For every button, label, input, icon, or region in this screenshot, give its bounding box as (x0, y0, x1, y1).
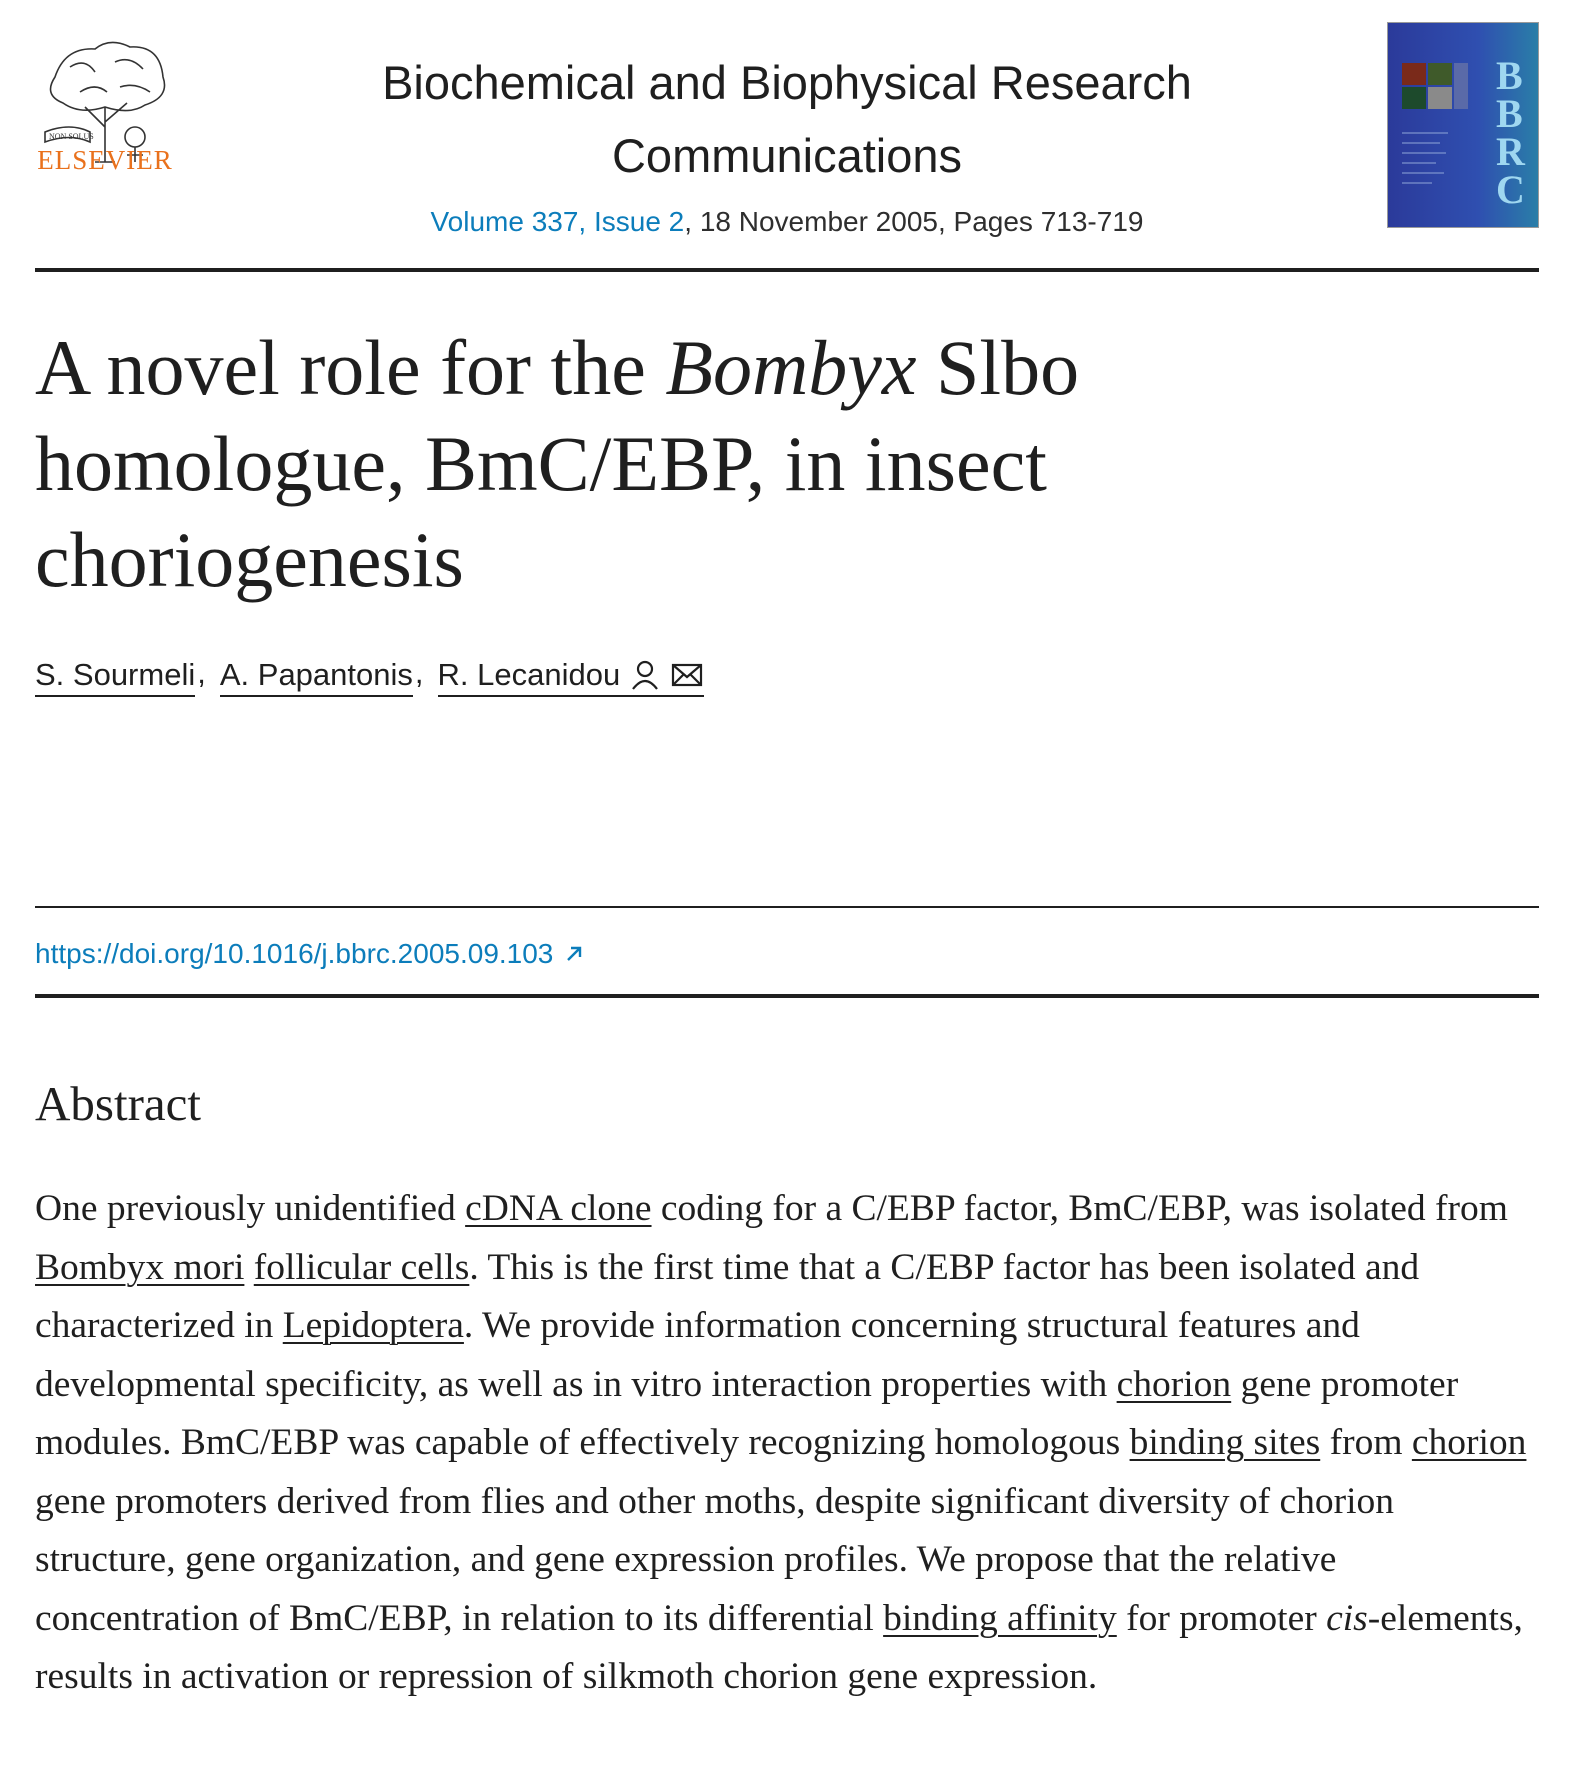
doi-top-divider (35, 906, 1539, 908)
author-separator: , (197, 655, 206, 690)
logo-motto: NON SOLUS (49, 132, 94, 141)
title-text: Slbo homologue, BmC/EBP, in insect choriogenesis (35, 324, 1080, 603)
author-name: R. Lecanidou (437, 657, 621, 692)
author-link[interactable]: A. Papantonis (220, 657, 413, 697)
abstract-body (35, 1180, 1539, 1707)
glossary-term-link[interactable]: chorion (1411, 1422, 1527, 1463)
abstract-text-segment: . We provide information concerning structural features and developmental specificity, as well as in vitro interaction properties with (35, 1305, 1360, 1405)
article-page (35, 0, 1539, 1697)
author-list (35, 655, 704, 697)
person-icon (628, 658, 662, 692)
journal-title-link[interactable]: Biochemical and Biophysical Research Communications (382, 56, 1192, 182)
glossary-term-link[interactable]: chorion (1116, 1363, 1232, 1405)
abstract-text-segment: -elements, results in activation or repression of silkmoth chorion gene expression. (35, 1597, 1523, 1697)
title-italic-text: Bombyx (665, 324, 917, 411)
author-separator: , (414, 655, 424, 690)
glossary-term-link[interactable]: Lepidoptera (282, 1305, 464, 1346)
journal-cover-thumbnail[interactable] (1387, 22, 1539, 228)
abstract-text-segment: gene promoters derived from flies and other moths, despite significant diversity of chorion structure, gene organization, and gene expression profiles. We propose that the relative concentration of BmC/EBP, in relation to its differential (35, 1480, 1395, 1639)
abstract-text-segment: One previously unidentified (35, 1188, 466, 1229)
glossary-term-link[interactable]: follicular cells (253, 1246, 470, 1288)
issue-link[interactable]: Volume 337, Issue 2 (430, 206, 685, 237)
publisher-name: ELSEVIER (37, 145, 173, 175)
envelope-icon (670, 658, 704, 692)
external-link-arrow-icon (563, 943, 585, 965)
cover-letter: B (1496, 53, 1523, 98)
cover-letter: R (1496, 129, 1525, 174)
abstract-text-segment: coding for a C/EBP factor, BmC/EBP, was isolated from (651, 1188, 1508, 1229)
article-title (35, 320, 1295, 608)
glossary-term-link[interactable]: binding affinity (883, 1597, 1117, 1639)
header-divider (35, 268, 1539, 272)
abstract-text-segment: gene promoter modules. BmC/EBP was capable of effectively recognizing homologous (35, 1363, 1459, 1463)
doi-link[interactable] (35, 938, 585, 970)
cover-letter: B (1496, 91, 1523, 136)
issue-line (215, 206, 1359, 238)
abstract-text-segment: . This is the first time that a C/EBP factor has been isolated and characterized in (35, 1246, 1420, 1346)
abstract-text-segment (244, 1247, 253, 1288)
doi-bottom-divider (35, 994, 1539, 998)
title-text: A novel role for the (35, 324, 666, 411)
abstract-heading: Abstract (35, 1076, 201, 1131)
author-link[interactable]: S. Sourmeli (35, 657, 195, 697)
corresponding-author-link[interactable] (438, 657, 705, 697)
issue-date-pages: , 18 November 2005, Pages 713-719 (684, 206, 1144, 237)
cover-letter: C (1496, 167, 1525, 212)
glossary-term-link[interactable]: binding sites (1129, 1422, 1321, 1463)
abstract-text-segment: for promoter (1116, 1597, 1327, 1639)
journal-header (35, 0, 1539, 270)
journal-block (215, 46, 1359, 238)
glossary-term-link[interactable]: Bombyx mori (35, 1246, 245, 1288)
doi-text: https://doi.org/10.1016/j.bbrc.2005.09.103 (35, 938, 554, 969)
abstract-text-segment: from (1320, 1422, 1412, 1463)
abstract-italic-segment: cis (1326, 1597, 1368, 1639)
glossary-term-link[interactable]: cDNA clone (465, 1188, 652, 1229)
